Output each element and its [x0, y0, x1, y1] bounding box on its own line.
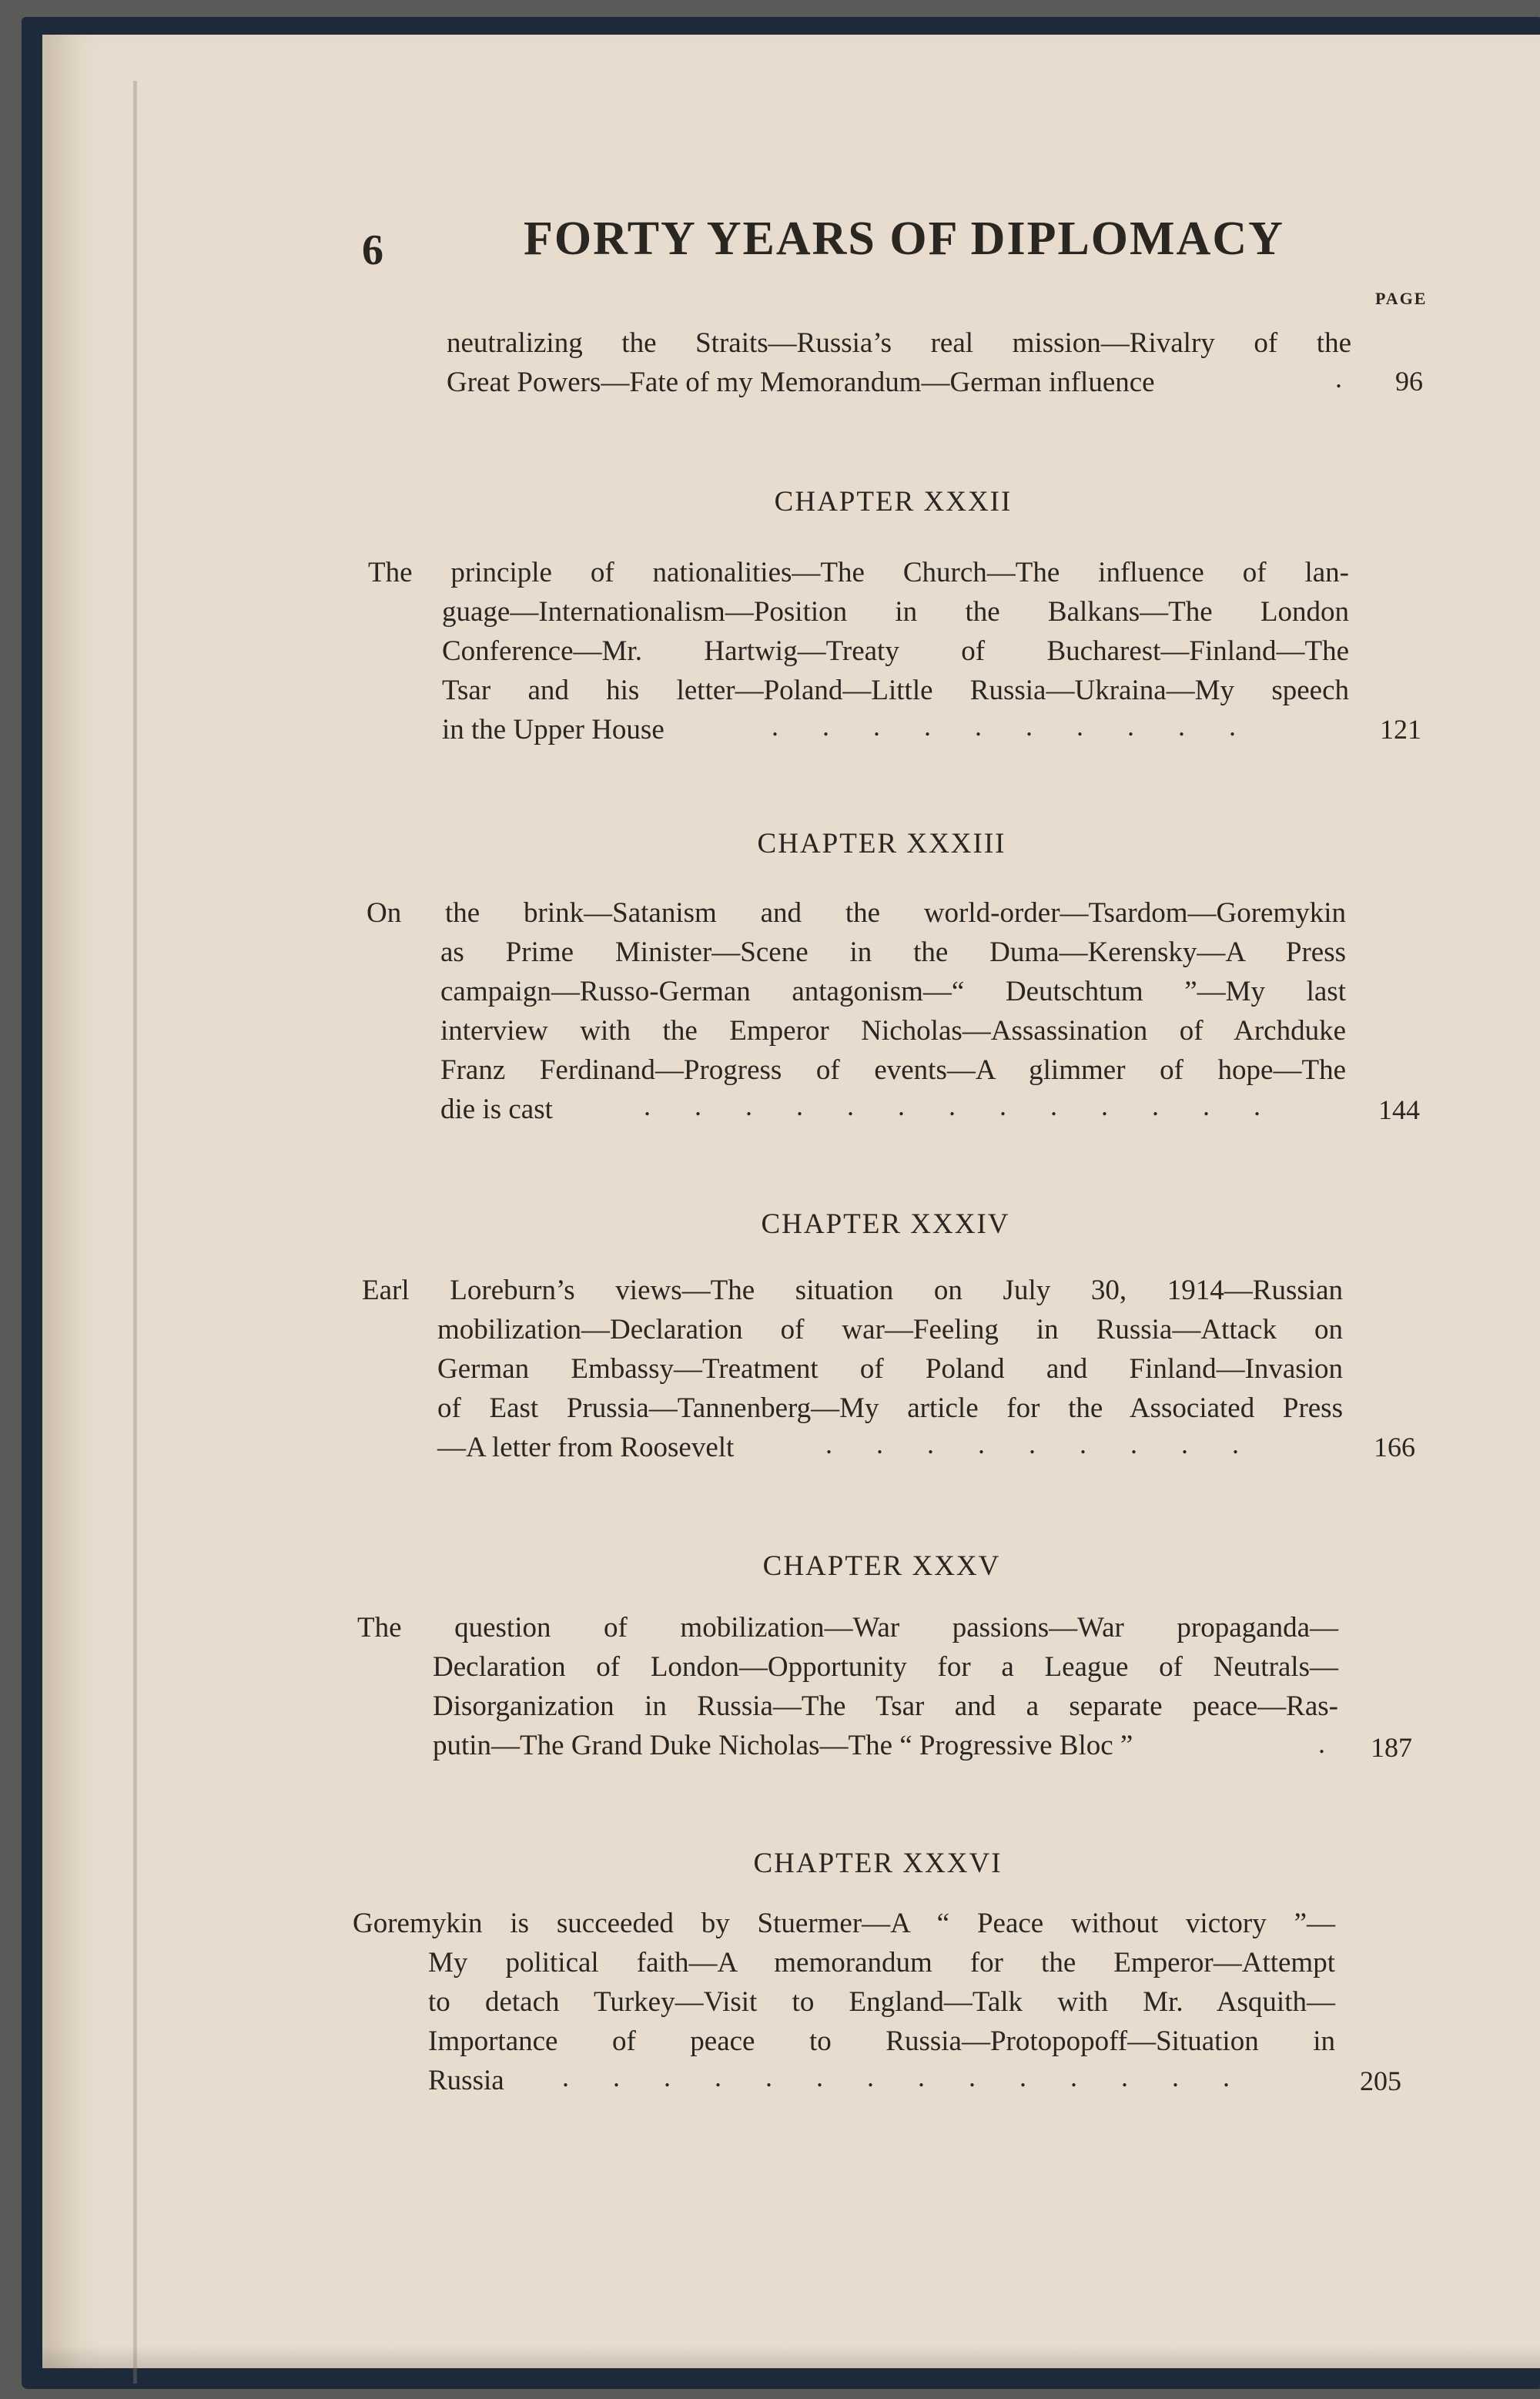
entry-line: guage—Internationalism—Position in the Balkans—The London: [442, 596, 1349, 628]
entry-page-number: 205: [1360, 2066, 1401, 2096]
entry-line: The question of mobilization—War passions—War propaganda—: [357, 1612, 1338, 1643]
entry-line: On the brink—Satanism and the world-order—Tsardom—Goremykin: [367, 897, 1346, 929]
entry-page-number: 121: [1380, 714, 1421, 745]
dot-leader: .: [1318, 1728, 1344, 1759]
entry-page-number: 144: [1378, 1094, 1420, 1125]
entry-line: Russia: [428, 2065, 504, 2096]
book-title: FORTY YEARS OF DIPLOMACY: [524, 213, 1284, 265]
entry-line: Declaration of London—Opportunity for a League of Neutrals—: [433, 1651, 1338, 1683]
dot-leader: . . . . . . . . . . . . .: [644, 1091, 1279, 1121]
entry-line: to detach Turkey—Visit to England—Talk with Mr. Asquith—: [428, 1986, 1335, 2018]
chapter-heading: CHAPTER XXXIII: [757, 828, 1006, 859]
entry-line: Disorganization in Russia—The Tsar and a separate peace—Ras-: [433, 1690, 1338, 1722]
entry-line: campaign—Russo-German antagonism—“ Deutschtum ”—My last: [440, 976, 1346, 1007]
dot-leader: . . . . . . . . .: [825, 1429, 1257, 1459]
entry-line: as Prime Minister—Scene in the Duma—Kerensky—A Press: [440, 936, 1346, 968]
dot-leader: . . . . . . . . . .: [772, 711, 1254, 742]
entry-line: Great Powers—Fate of my Memorandum—German influence: [447, 367, 1155, 398]
page-column-label: PAGE: [1375, 289, 1428, 308]
entry-line: Conference—Mr. Hartwig—Treaty of Bucharest—Finland—The: [442, 635, 1349, 667]
entry-line: die is cast: [440, 1094, 553, 1125]
entry-line: Earl Loreburn’s views—The situation on July 30, 1914—Russian: [362, 1275, 1343, 1306]
chapter-heading: CHAPTER XXXII: [774, 486, 1013, 518]
entry-line: Goremykin is succeeded by Stuermer—A “ Peace without victory ”—: [353, 1908, 1335, 1939]
entry-line: Importance of peace to Russia—Protopopoff—Situation in: [428, 2025, 1335, 2057]
running-head: [362, 212, 1286, 273]
entry-line: Franz Ferdinand—Progress of events—A glimmer of hope—The: [440, 1054, 1346, 1086]
entry-line: My political faith—A memorandum for the Emperor—Attempt: [428, 1947, 1335, 1979]
entry-line: putin—The Grand Duke Nicholas—The “ Progressive Bloc ”: [433, 1730, 1133, 1761]
chapter-heading: CHAPTER XXXV: [762, 1550, 1001, 1582]
dot-leader: . . . . . . . . . . . . . .: [562, 2062, 1248, 2092]
chapter-heading: CHAPTER XXXIV: [761, 1208, 1010, 1240]
entry-line: in the Upper House: [442, 714, 665, 745]
entry-page-number: 166: [1374, 1432, 1415, 1463]
entry-line: interview with the Emperor Nicholas—Assassination of Archduke: [440, 1015, 1346, 1047]
entry-line: German Embassy—Treatment of Poland and Finland—Invasion: [437, 1353, 1343, 1385]
entry-page-number: 187: [1371, 1732, 1412, 1763]
page-number: 6: [362, 226, 383, 274]
entry-line: —A letter from Roosevelt: [437, 1432, 735, 1463]
entry-line: mobilization—Declaration of war—Feeling in Russia—Attack on: [437, 1314, 1343, 1345]
page-bottom-shadow: [42, 2345, 1540, 2368]
entry-line: neutralizing the Straits—Russia’s real mission—Rivalry of the: [447, 327, 1351, 359]
page-gutter-edge: [133, 81, 137, 2384]
entry-line: Tsar and his letter—Poland—Little Russia—Ukraina—My speech: [442, 675, 1349, 706]
dot-leader: .: [1335, 363, 1361, 394]
entry-page-number: 96: [1395, 366, 1423, 397]
entry-line: of East Prussia—Tannenberg—My article for the Associated Press: [437, 1392, 1343, 1424]
chapter-heading: CHAPTER XXXVI: [753, 1848, 1003, 1879]
entry-line: The principle of nationalities—The Church—The influence of lan-: [368, 557, 1349, 588]
